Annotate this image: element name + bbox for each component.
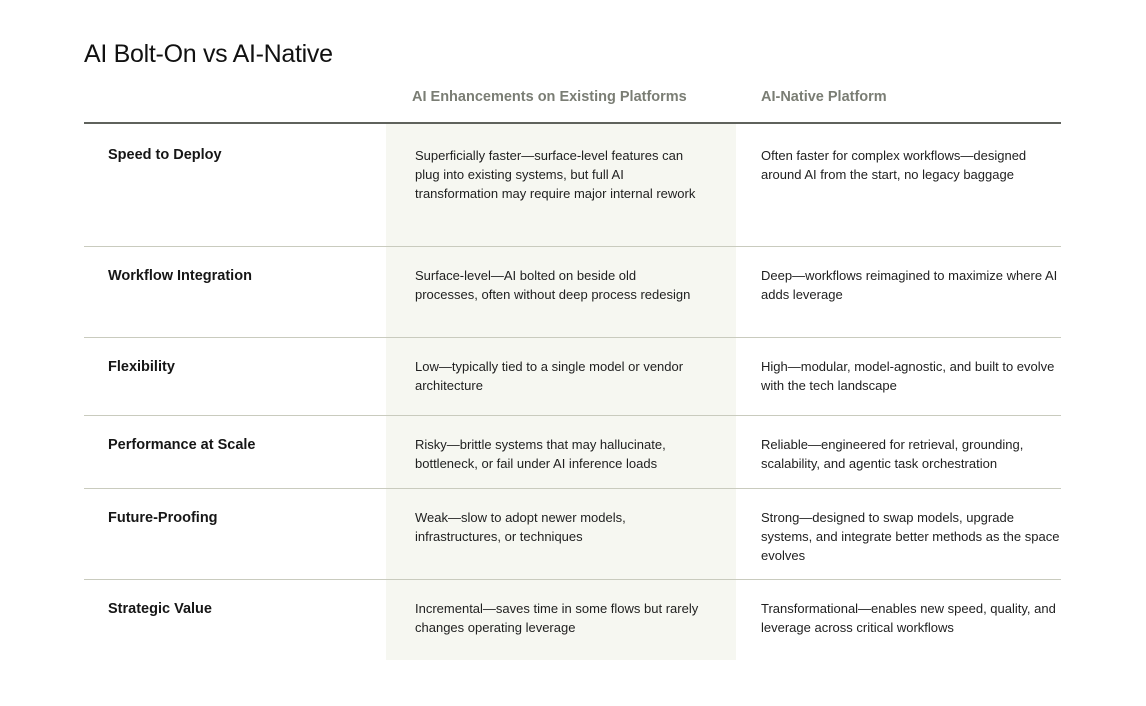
native-cell: High—modular, model-agnostic, and built to evolve with the tech landscape xyxy=(761,359,1055,393)
row-label: Future-Proofing xyxy=(108,510,218,526)
row-divider xyxy=(84,579,1061,580)
header-divider xyxy=(84,122,1061,124)
row-label: Performance at Scale xyxy=(108,437,256,453)
row-label: Flexibility xyxy=(108,359,175,375)
column-header-native: AI-Native Platform xyxy=(761,89,887,105)
column-header-bolt-on: AI Enhancements on Existing Platforms xyxy=(412,89,687,105)
page-title: AI Bolt-On vs AI-Native xyxy=(84,40,333,68)
bolt-on-cell: Weak—slow to adopt newer models, infrastructures, or techniques xyxy=(415,510,626,544)
bolt-on-cell: Incremental—saves time in some flows but rarely changes operating leverage xyxy=(415,601,699,635)
bolt-on-cell: Low—typically tied to a single model or vendor architecture xyxy=(415,359,684,393)
native-cell: Often faster for complex workflows—designed around AI from the start, no legacy baggage xyxy=(761,148,1027,182)
row-label: Strategic Value xyxy=(108,601,212,617)
row-divider xyxy=(84,415,1061,416)
row-divider xyxy=(84,246,1061,247)
native-cell: Reliable—engineered for retrieval, grounding, scalability, and agentic task orchestration xyxy=(761,437,1024,471)
bolt-on-cell: Superficially faster—surface-level features can plug into existing systems, but full AI transformation may require major internal rework xyxy=(415,148,696,201)
row-label: Speed to Deploy xyxy=(108,147,222,163)
native-cell: Strong—designed to swap models, upgrade systems, and integrate better methods as the space evolves xyxy=(761,510,1060,563)
bolt-on-cell: Risky—brittle systems that may hallucinate, bottleneck, or fail under AI inference loads xyxy=(415,437,666,471)
bolt-on-cell: Surface-level—AI bolted on beside old processes, often without deep process redesign xyxy=(415,268,691,302)
row-label: Workflow Integration xyxy=(108,268,252,284)
native-cell: Transformational—enables new speed, quality, and leverage across critical workflows xyxy=(761,601,1056,635)
native-cell: Deep—workflows reimagined to maximize where AI adds leverage xyxy=(761,268,1058,302)
row-divider xyxy=(84,488,1061,489)
row-divider xyxy=(84,337,1061,338)
